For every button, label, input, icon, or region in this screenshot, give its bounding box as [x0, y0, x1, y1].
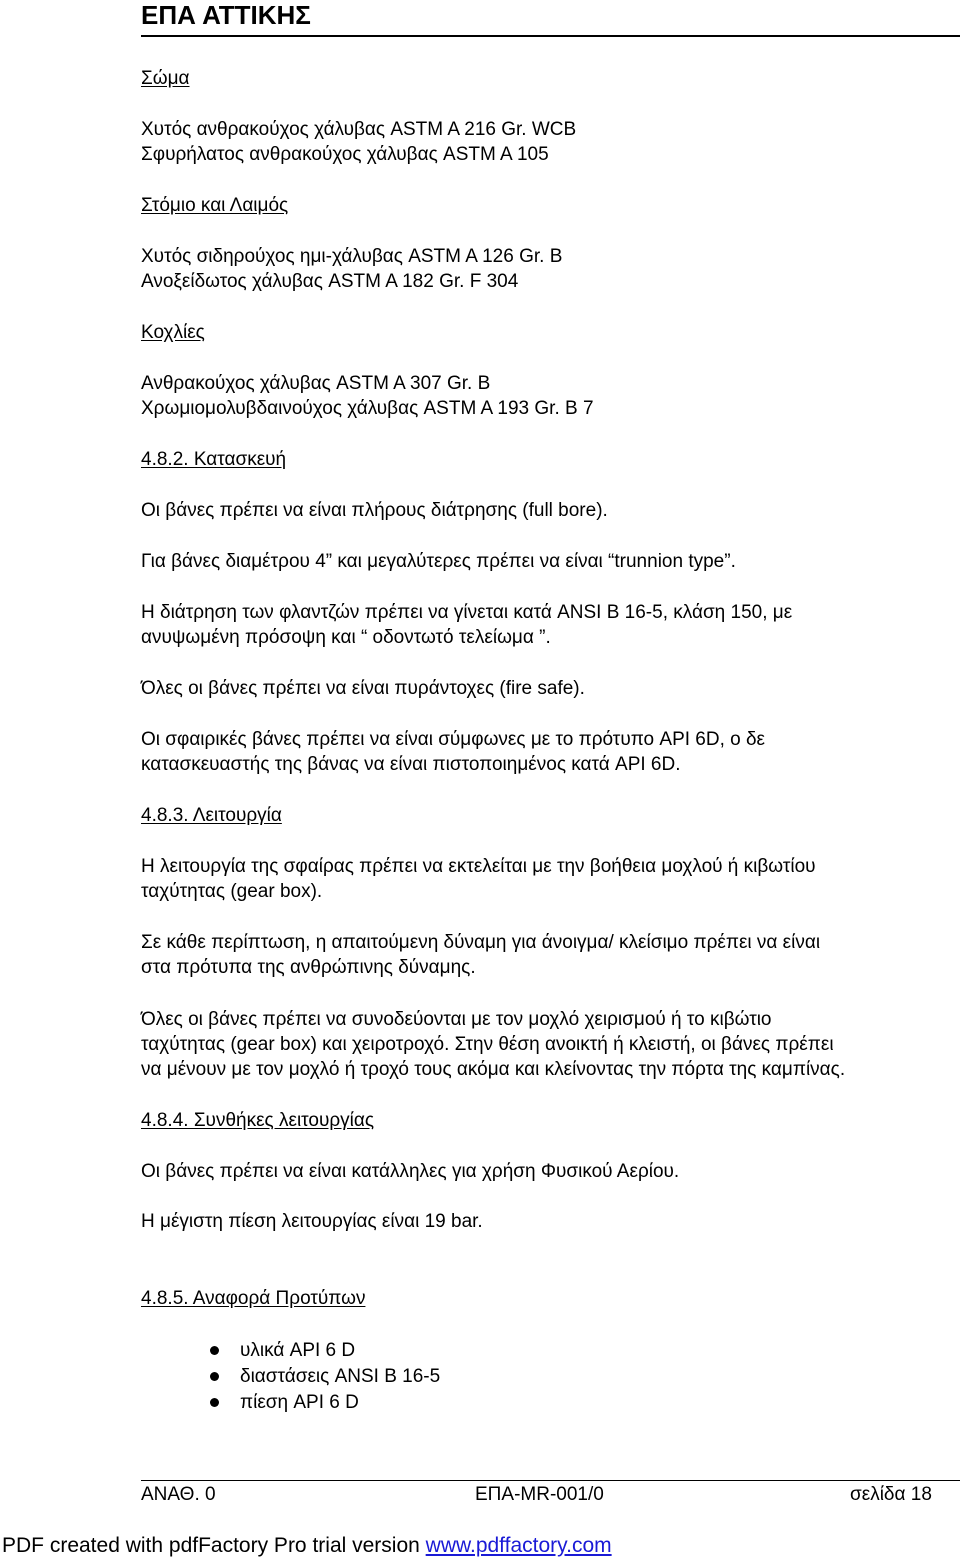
standards-list-item: πίεση API 6 D	[240, 1392, 359, 1413]
section-482-paragraph-3-line-2: ανυψωμένη πρόσοψη και “ οδοντωτό τελείωμα ”.	[141, 627, 551, 648]
section-482-paragraph-1: Οι βάνες πρέπει να είναι πλήρους διάτρησης (full bore).	[141, 500, 608, 521]
kochlies-line-2: Χρωμιομολυβδαινούχος χάλυβας ASTM A 193 Gr. B 7	[141, 398, 594, 419]
bullet-icon	[210, 1346, 219, 1355]
standards-list-item: διαστάσεις ANSI B 16-5	[240, 1366, 441, 1387]
bullet-icon	[210, 1372, 219, 1381]
section-483-paragraph-1-line-2: ταχύτητας (gear box).	[141, 881, 323, 902]
section-483-paragraph-3-line-3: να μένουν με τον μοχλό ή τροχό τους ακόμα και κλείνοντας την πόρτα της καμπίνας.	[141, 1059, 846, 1080]
section-483-paragraph-3-line-2: ταχύτητας (gear box) και χειροτροχό. Στην θέση ανοικτή ή κλειστή, οι βάνες πρέπει	[141, 1034, 834, 1055]
section-482-paragraph-2: Για βάνες διαμέτρου 4” και μεγαλύτερες πρέπει να είναι “trunnion type”.	[141, 551, 736, 572]
footer-revision: ΑΝΑΘ. 0	[141, 1484, 216, 1505]
section-482-paragraph-5-line-2: κατασκευαστής της βάνας να είναι πιστοποιημένος κατά API 6D.	[141, 754, 681, 775]
soma-line-1: Χυτός ανθρακούχος χάλυβας ASTM A 216 Gr. WCB	[141, 119, 577, 140]
kochlies-line-1: Ανθρακούχος χάλυβας ASTM A 307 Gr. B	[141, 373, 491, 394]
section-482-paragraph-4: Όλες οι βάνες πρέπει να είναι πυράντοχες (fire safe).	[141, 678, 585, 699]
section-482-paragraph-3-line-1: Η διάτρηση των φλαντζών πρέπει να γίνεται κατά ANSI B 16-5, κλάση 150, με	[141, 602, 793, 623]
pdf-banner-text: PDF created with pdfFactory Pro trial version	[2, 1534, 426, 1557]
section-483-heading: 4.8.3. Λειτουργία	[141, 805, 282, 826]
stomio-line-2: Ανοξείδωτος χάλυβας ASTM A 182 Gr. F 304	[141, 271, 519, 292]
section-482-heading: 4.8.2. Κατασκευή	[141, 449, 287, 470]
footer-document-code: ΕΠΑ-MR-001/0	[475, 1484, 604, 1505]
section-482-paragraph-5-line-1: Οι σφαιρικές βάνες πρέπει να είναι σύμφωνες με το πρότυπο API 6D, ο δε	[141, 729, 766, 750]
soma-line-2: Σφυρήλατος ανθρακούχος χάλυβας ASTM A 105	[141, 144, 549, 165]
standards-list-item: υλικά API 6 D	[240, 1340, 356, 1361]
section-484-paragraph-1: Οι βάνες πρέπει να είναι κατάλληλες για χρήση Φυσικού Αερίου.	[141, 1161, 680, 1182]
section-484-heading: 4.8.4. Συνθήκες λειτουργίας	[141, 1110, 375, 1131]
footer-divider	[141, 1480, 960, 1481]
kochlies-heading: Κοχλίες	[141, 322, 205, 343]
footer-page-number: σελίδα 18	[850, 1484, 932, 1505]
document-header-title: ΕΠΑ ΑΤΤΙΚΗΣ	[141, 0, 311, 30]
pdf-creator-banner	[2, 1531, 612, 1561]
stomio-heading: Στόμιο και Λαιμός	[141, 195, 289, 216]
section-483-paragraph-1-line-1: Η λειτουργία της σφαίρας πρέπει να εκτελείται με την βοήθεια μοχλού ή κιβωτίου	[141, 856, 816, 877]
soma-heading: Σώμα	[141, 68, 190, 89]
section-484-paragraph-2: Η μέγιστη πίεση λειτουργίας είναι 19 bar.	[141, 1211, 483, 1232]
stomio-line-1: Χυτός σιδηρούχος ημι-χάλυβας ASTM A 126 Gr. B	[141, 246, 563, 267]
pdffactory-link[interactable]: www.pdffactory.com	[425, 1534, 612, 1557]
bullet-icon	[210, 1398, 219, 1407]
section-485-heading: 4.8.5. Αναφορά Προτύπων	[141, 1288, 366, 1309]
section-483-paragraph-2-line-1: Σε κάθε περίπτωση, η απαιτούμενη δύναμη για άνοιγμα/ κλείσιμο πρέπει να είναι	[141, 932, 821, 953]
section-483-paragraph-2-line-2: στα πρότυπα της ανθρώπινης δύναμης.	[141, 957, 476, 978]
header-divider	[141, 35, 960, 37]
section-483-paragraph-3-line-1: Όλες οι βάνες πρέπει να συνοδεύονται με τον μοχλό χειρισμού ή το κιβώτιο	[141, 1009, 772, 1030]
